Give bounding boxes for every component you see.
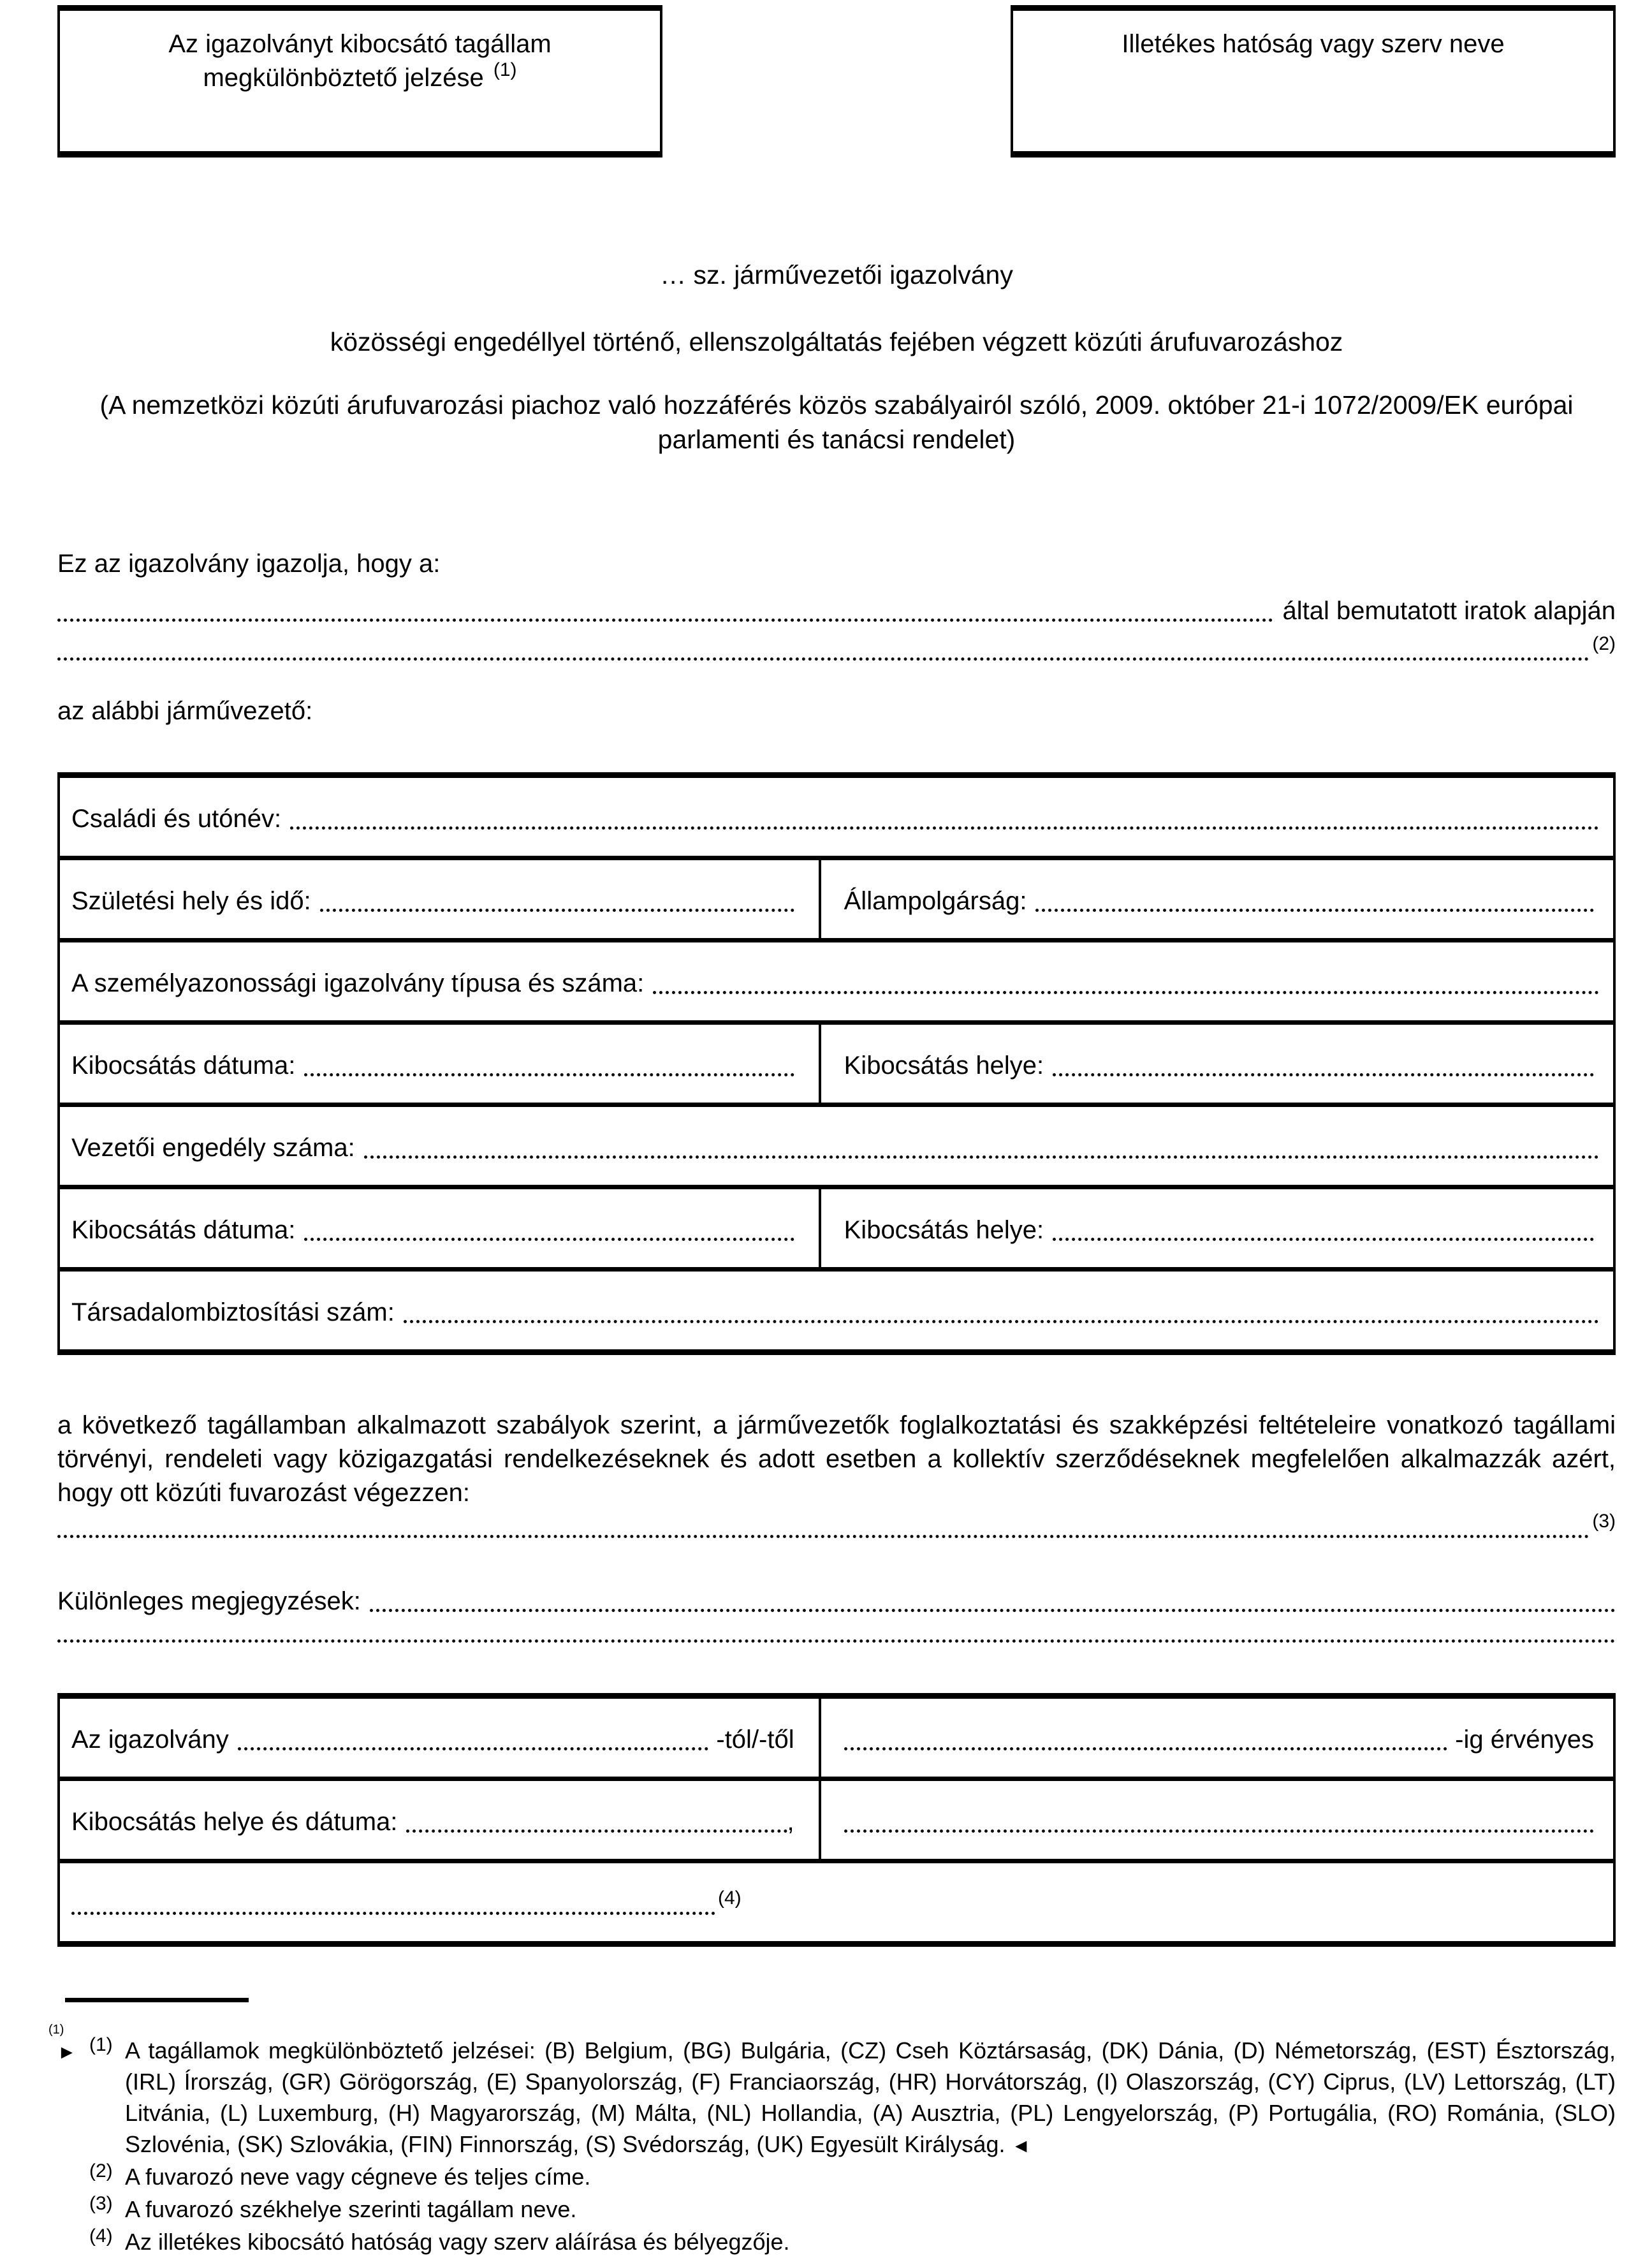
table-row [60,1699,1613,1777]
driver-data-table [57,772,1616,1355]
licence-issue-date-field[interactable] [304,1238,794,1241]
footnote-ref-3: (3) [1592,1511,1616,1532]
issue-place-field[interactable] [406,1829,787,1833]
footnote-3 [57,2194,1616,2225]
member-state-box-label: Az igazolványt kibocsátó tagállam megkülönböztető jelzése [168,30,552,92]
signature-stamp-field[interactable] [71,1912,715,1915]
licence-issue-place-label: Kibocsátás helye: [844,1215,1044,1244]
licence-issue-date-label: Kibocsátás dátuma: [71,1215,296,1244]
table-row [60,778,1613,856]
amendment-start-arrow-icon: ► [57,2042,77,2064]
id-issue-place-label: Kibocsátás helye: [844,1051,1044,1080]
intro-section [57,547,1616,728]
table-row [60,938,1613,1020]
nationality-label: Állampolgárság: [844,886,1027,915]
special-remarks-continuation-row [57,1639,1616,1648]
member-state-box[interactable] [57,5,662,158]
table-row [60,1103,1613,1185]
validity-to-field[interactable] [844,1747,1448,1750]
employment-state-field[interactable] [57,1535,1590,1538]
issue-place-comma: , [787,1808,794,1836]
id-document-field[interactable] [653,991,1599,994]
carrier-name-continuation-field[interactable] [57,657,1590,661]
title-block [57,258,1616,457]
issue-date-field[interactable] [844,1829,1594,1833]
table-row [60,1185,1613,1267]
validity-from-field[interactable] [238,1747,709,1750]
driving-licence-number-label: Vezetői engedély száma: [71,1133,355,1162]
carrier-name-field[interactable] [57,619,1273,622]
validity-table [57,1693,1616,1947]
special-remarks-field-2[interactable] [57,1639,1616,1643]
footnote-1 [48,2023,1616,2160]
footnote-rule [65,1998,249,2002]
title-number-line: … sz. járművezetői igazolvány [660,260,1013,290]
validity-from-suffix: -tól/-től [716,1726,794,1754]
footnote-2 [57,2162,1616,2193]
carrier-name-continuation-row [57,633,1616,666]
special-remarks-field-1[interactable] [370,1609,1616,1612]
table-row [60,856,1613,938]
family-name-label: Családi és utónév: [71,804,282,833]
social-security-number-field[interactable] [404,1320,1599,1323]
footnote-ref-2: (2) [1592,633,1616,654]
footnote-2-ref: (2) [89,2160,113,2182]
presented-documents-suffix: által bemutatott iratok alapján [1282,596,1616,625]
footnote-2-text: A fuvarozó neve vagy cégneve és teljes címe. [125,2164,591,2190]
birth-place-date-label: Születési hely és idő: [71,886,311,915]
validity-from-label: Az igazolvány [71,1726,229,1754]
driver-intro-line: az alábbi járművezető: [57,696,313,725]
footnote-ref-1: (1) [493,59,517,80]
nationality-field[interactable] [1035,909,1594,912]
id-issue-date-field[interactable] [304,1073,794,1076]
id-issue-place-field[interactable] [1053,1073,1594,1076]
validity-to-suffix: -ig érvényes [1455,1726,1594,1754]
footnote-4-text: Az illetékes kibocsátó hatóság vagy szerv aláírása és bélyegzője. [125,2229,790,2255]
footnote-3-ref: (3) [89,2193,113,2215]
header-boxes [57,5,1616,158]
footnote-1-ref: (1) [89,2034,113,2056]
special-remarks-label: Különleges megjegyzések: [57,1587,361,1616]
footnotes-section [48,2023,1616,2258]
family-name-field[interactable] [290,826,1599,830]
employment-state-row [57,1511,1616,1544]
footnote-1-text: A tagállamok megkülönböztető jelzései: (B) Belgium, (BG) Bulgária, (CZ) Cseh Köztársaság, (DK) Dánia, (D) Németország, (EST) Észtország, (IRL) Írország, (GR) Görögország, (E) Spanyolország, (F) Franciaország, (HR) Horvátország, (I) Olaszország, (CY) Ciprus, (LV) Lettország, (LT) Litvánia, (L) Luxemburg, (H) Magyarország, (M) Málta, (NL) Hollandia, (A) Ausztria, (PL) Lengyelország, (P) Portugália, (RO) Románia, (SLO) Szlovénia, (SK) Szlovákia, (FIN) Finnország, (S) Svédország, (UK) Egyesült Királyság. ◄ [125,2037,1616,2158]
table-row [60,1020,1613,1103]
amendment-end-arrow-icon: ◄ [1011,2136,1031,2157]
carrier-name-row [57,594,1616,627]
special-remarks-row [57,1585,1616,1618]
issue-place-date-label: Kibocsátás helye és dátuma: [71,1808,398,1836]
footnote-ref-4: (4) [718,1888,742,1909]
table-row [60,1267,1613,1349]
title-regulation-line: (A nemzetközi közúti árufuvarozási piachoz való hozzáférés közös szabályairól szóló, 2009. október 21-i 1072/2009/EK európai parlamenti és tanácsi rendelet) [99,390,1574,454]
authority-box-label: Illetékes hatóság vagy szerv neve [1122,30,1505,58]
amendment-start-marker [48,2023,89,2067]
footnote-4-ref: (4) [89,2225,113,2247]
licence-issue-place-field[interactable] [1053,1238,1594,1241]
employment-clause-paragraph: a következő tagállamban alkalmazott szabályok szerint, a járművezetők foglalkoztatási és szakképzési feltételeire vonatkozó tagállami törvényi, rendeleti vagy közigazgatási rendelkezéseknek és adott esetben a kollektív szerződéseknek megfelelően alkalmazzák azért, hogy ott közúti fuvarozást végezzen: [57,1411,1616,1507]
amendment-number: (1) [48,2023,64,2037]
driving-licence-number-field[interactable] [364,1155,1599,1159]
id-document-label: A személyazonossági igazolvány típusa és száma: [71,969,645,997]
certifies-line: Ez az igazolvány igazolja, hogy a: [57,549,441,578]
id-issue-date-label: Kibocsátás dátuma: [71,1051,296,1080]
table-row [60,1859,1613,1941]
birth-place-date-field[interactable] [320,909,794,912]
title-subject-line: közösségi engedéllyel történő, ellenszolgáltatás fejében végzett közúti árufuvarozáshoz [330,327,1343,357]
social-security-number-label: Társadalombiztosítási szám: [71,1298,395,1326]
footnote-3-text: A fuvarozó székhelye szerinti tagállam neve. [125,2196,577,2223]
table-row [60,1777,1613,1859]
footnote-4 [57,2227,1616,2258]
authority-box[interactable] [1011,5,1616,158]
